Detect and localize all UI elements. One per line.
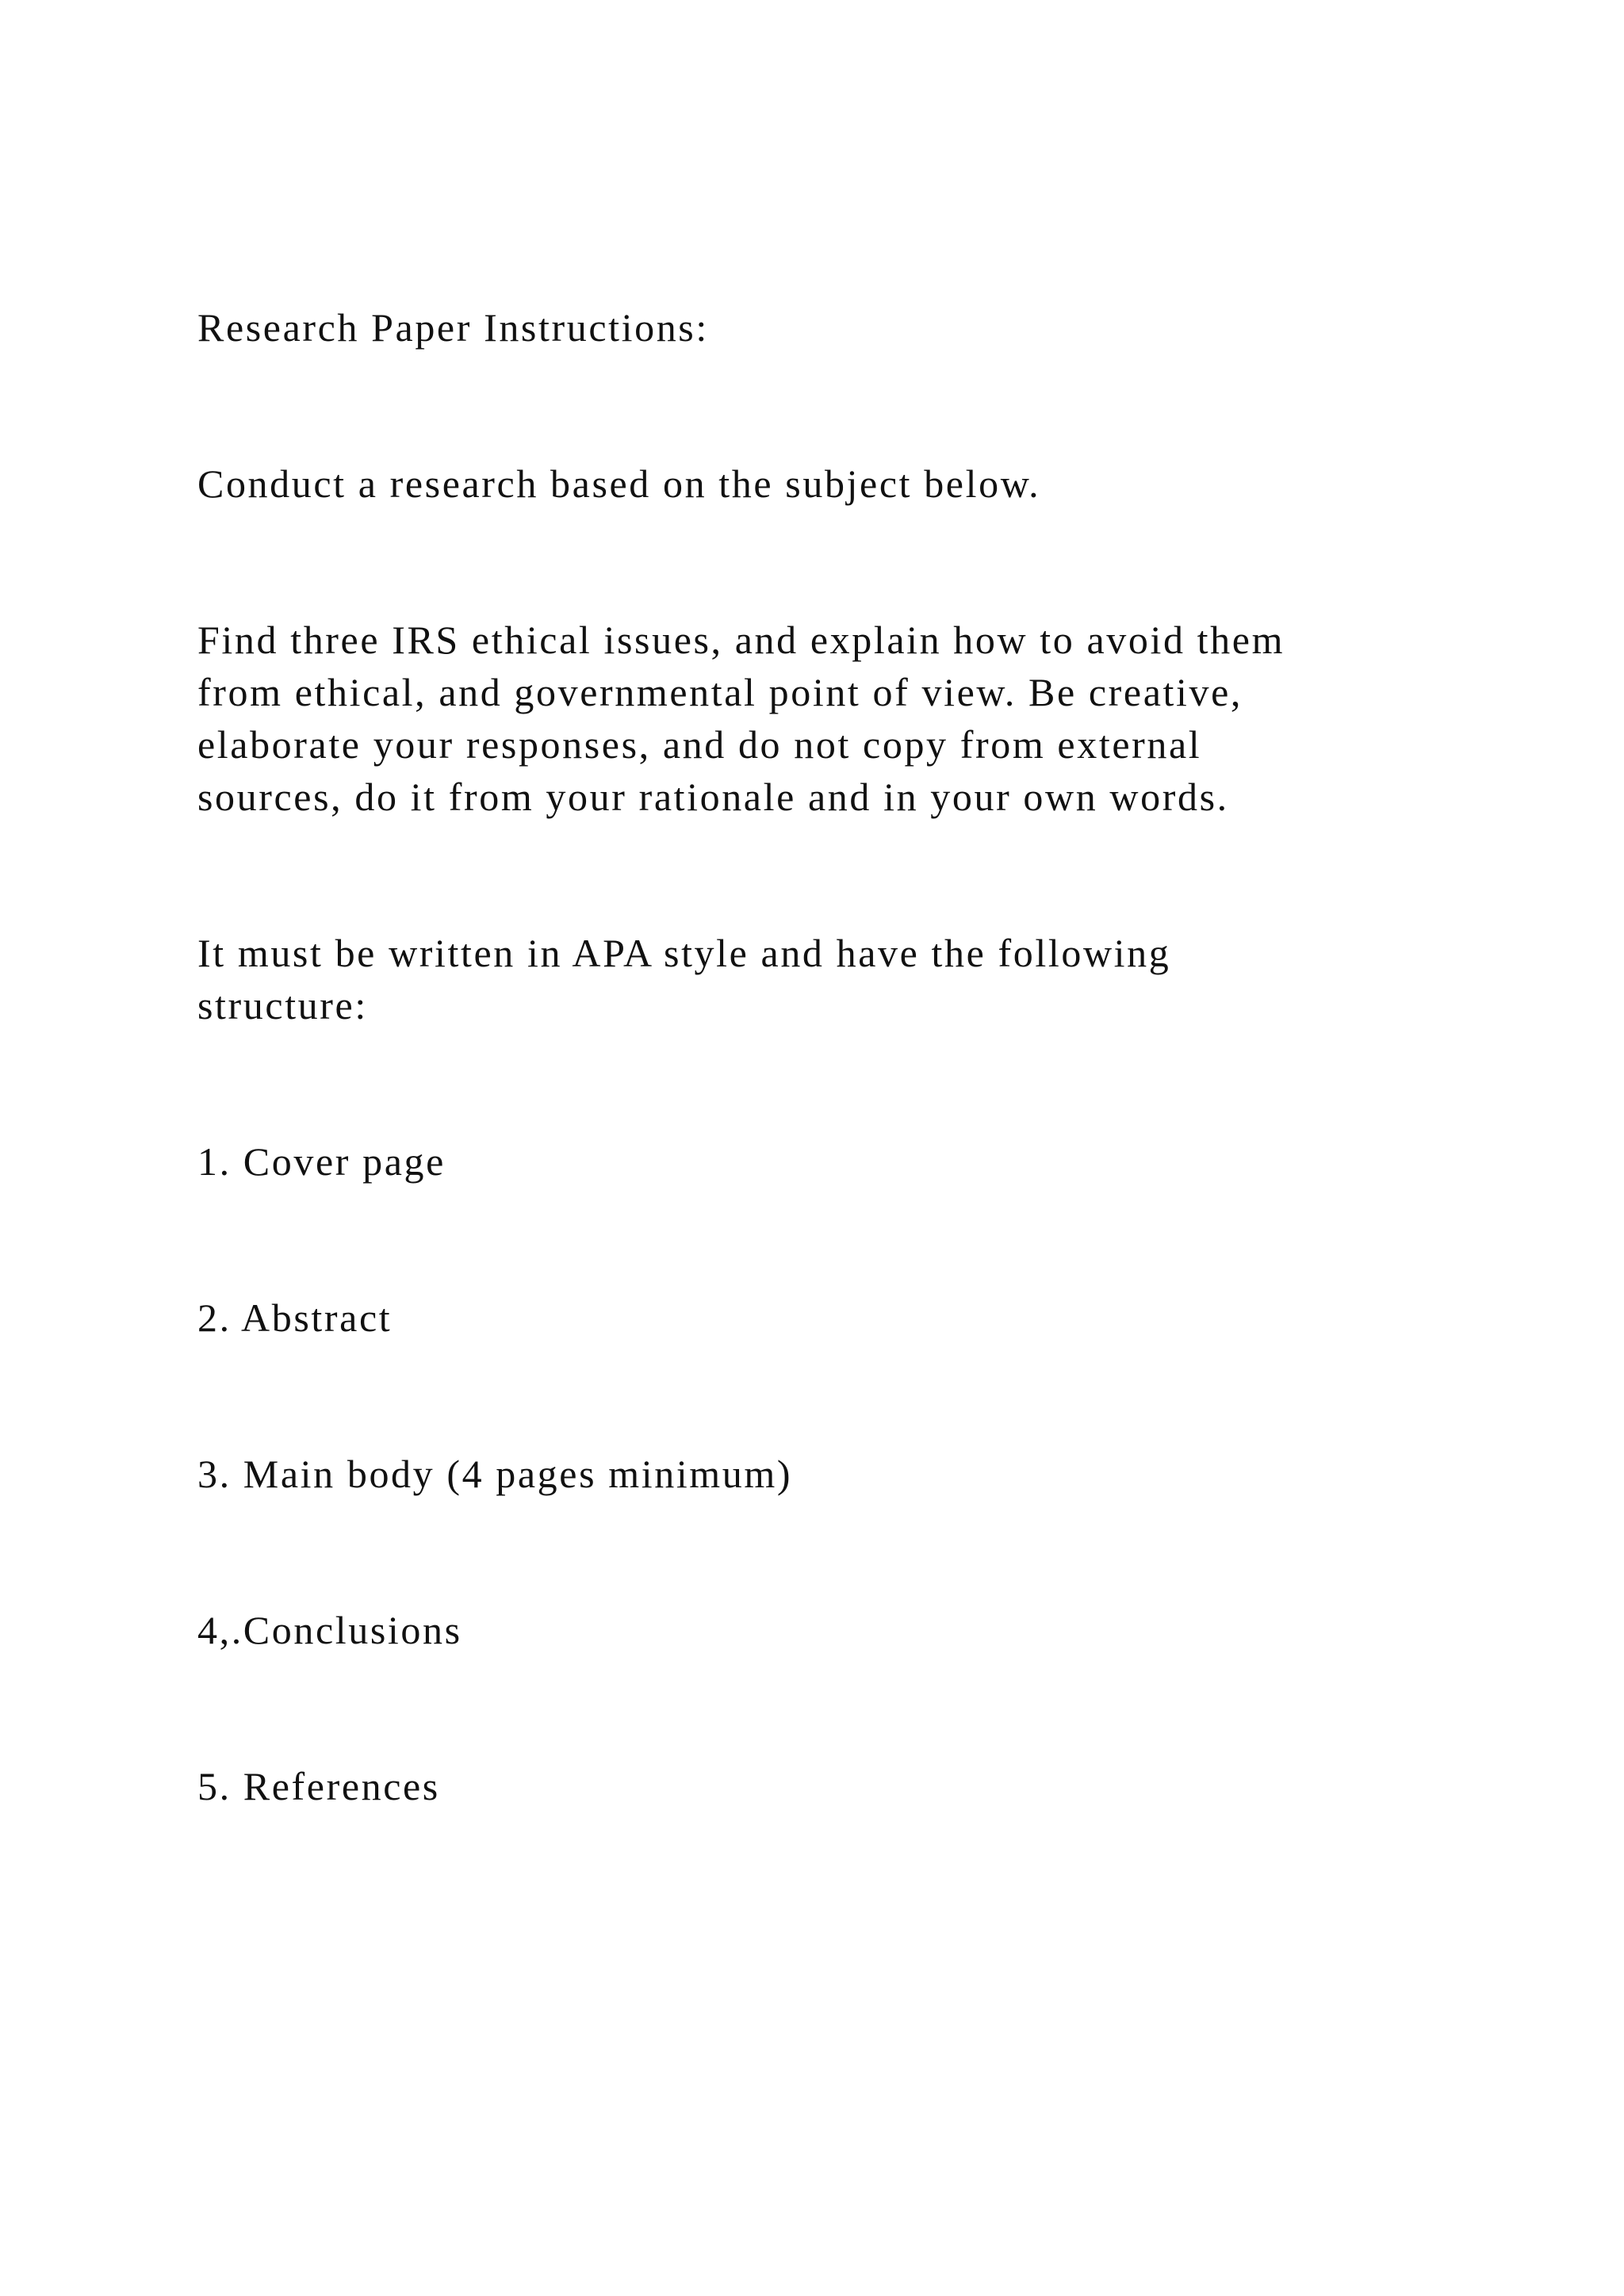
structure-item-cover-page: 1. Cover page [197,1139,446,1184]
structure-item-main-body: 3. Main body (4 pages minimum) [197,1452,793,1496]
task-line: Find three IRS ethical issues, and explain how to avoid them [197,618,1285,662]
document-title: Research Paper Instructions: [197,305,709,350]
structure-item-references: 5. References [197,1764,440,1808]
structure-item-abstract: 2. Abstract [197,1295,393,1340]
intro-paragraph: Conduct a research based on the subject below. [197,461,1041,506]
task-line: elaborate your responses, and do not copy from external [197,722,1202,767]
task-line: from ethical, and governmental point of view. Be creative, [197,670,1243,714]
task-line: sources, do it from your rationale and in your own words. [197,775,1229,819]
style-line: structure: [197,983,368,1027]
style-line: It must be written in APA style and have the following [197,931,1171,975]
structure-item-conclusions: 4,.Conclusions [197,1608,462,1652]
